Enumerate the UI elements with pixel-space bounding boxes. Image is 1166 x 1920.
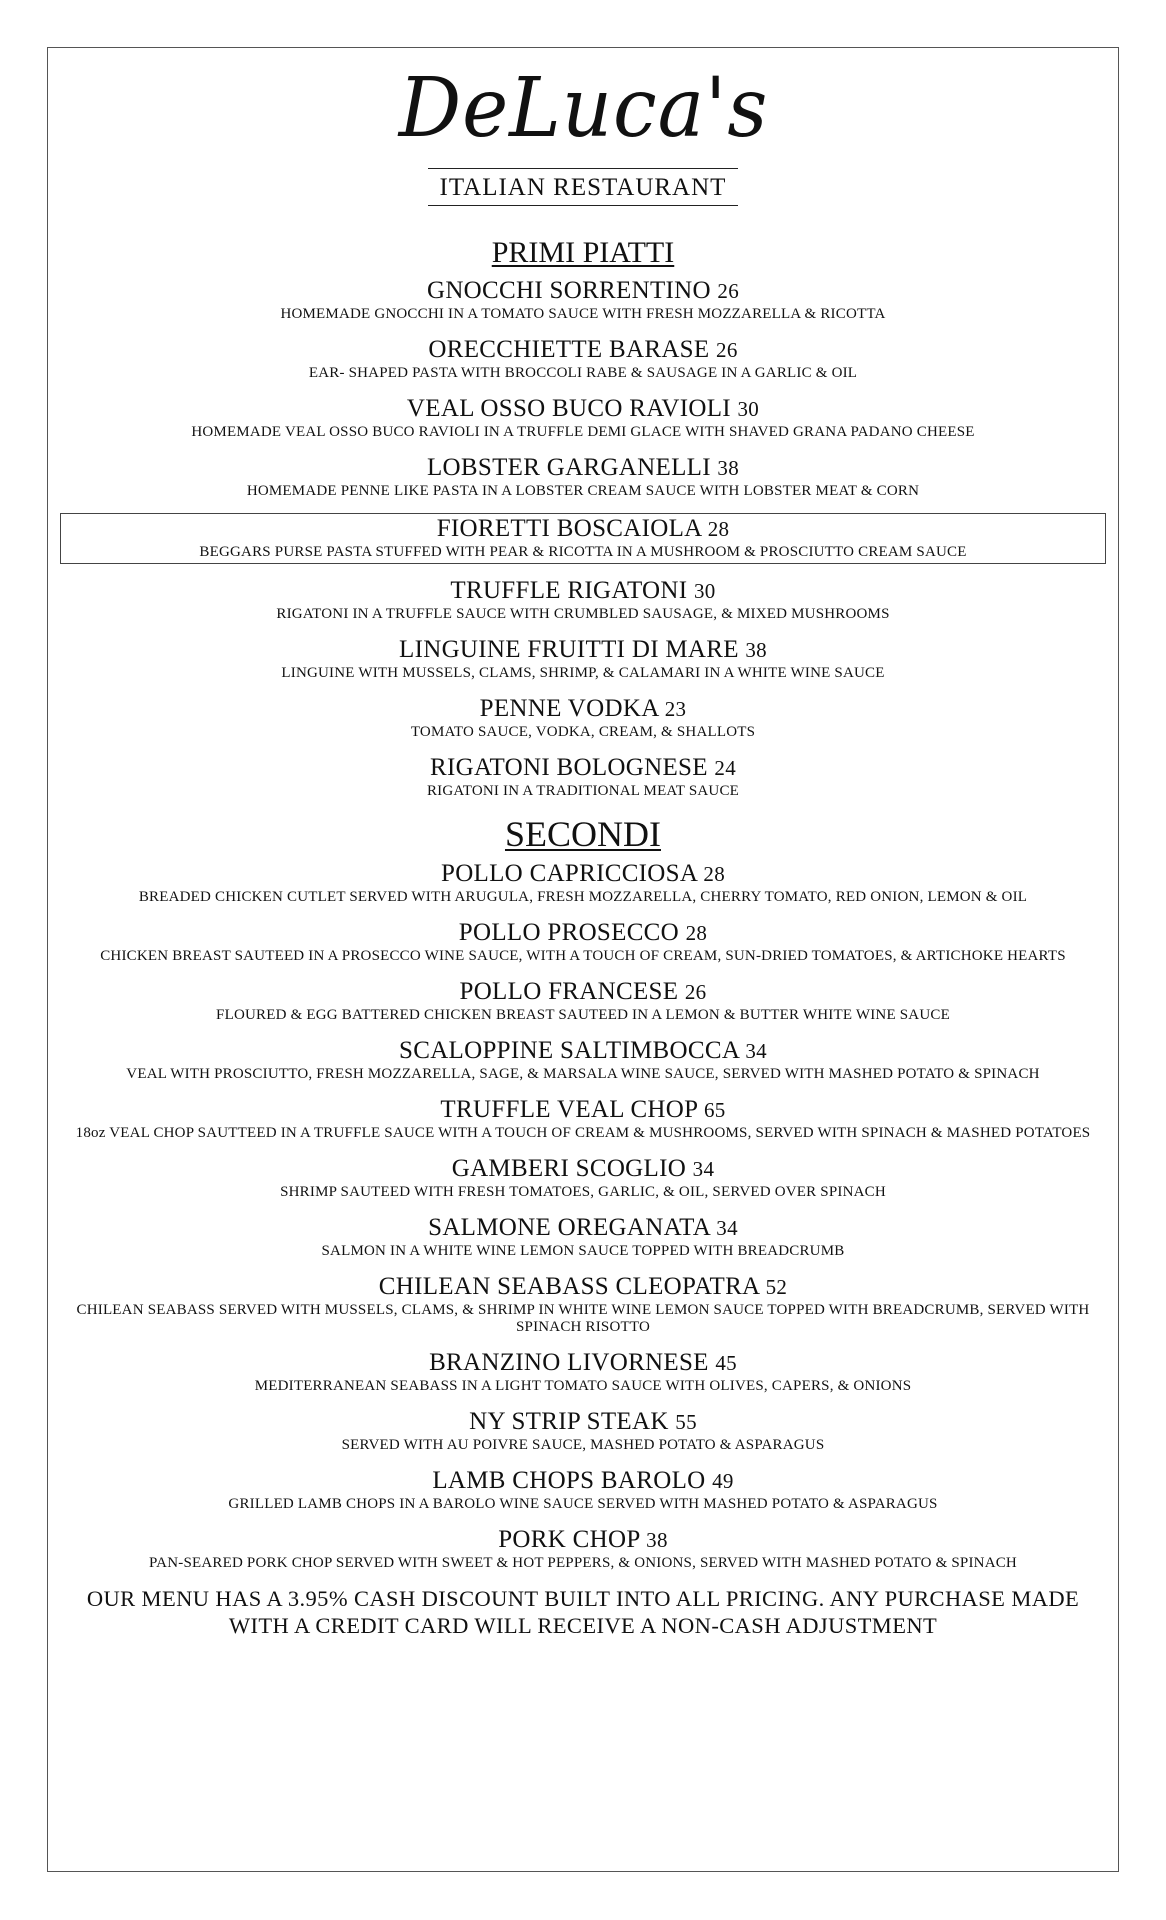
menu-item [60,978,1106,1024]
item-name: SALMONE OREGANATA [428,1214,710,1242]
section-title-secondi: SECONDI [504,814,661,854]
restaurant-tagline: ITALIAN RESTAURANT [439,174,727,201]
item-name: BRANZINO LIVORNESE [429,1349,709,1377]
menu-item [60,1037,1106,1083]
item-name: POLLO CAPRICCIOSA [440,860,697,888]
menu-item [60,395,1106,441]
item-description: GRILLED LAMB CHOPS IN A BAROLO WINE SAUCE SERVED WITH MASHED POTATO & ASPARAGUS [228,1496,938,1513]
item-price: 34 [745,1039,767,1064]
section-title-primi: PRIMI PIATTI [491,236,675,269]
item-description: MEDITERRANEAN SEABASS IN A LIGHT TOMATO SAUCE WITH OLIVES, CAPERS, & ONIONS [254,1378,912,1395]
item-price: 65 [703,1098,726,1123]
item-price: 28 [685,921,708,946]
item-name: PORK CHOP [498,1526,640,1554]
menu-item [60,1096,1106,1142]
menu-item [60,1467,1106,1513]
item-description: BREADED CHICKEN CUTLET SERVED WITH ARUGULA, FRESH MOZZARELLA, CHERRY TOMATO, RED ONION, LEMON & OIL [138,888,1028,905]
item-description: LINGUINE WITH MUSSELS, CLAMS, SHRIMP, & CALAMARI IN A WHITE WINE SAUCE [281,664,885,681]
item-description: HOMEMADE VEAL OSSO BUCO RAVIOLI IN A TRUFFLE DEMI GLACE WITH SHAVED GRANA PADANO CHEESE [191,423,975,440]
item-price: 34 [692,1157,715,1182]
item-description: CHILEAN SEABASS SERVED WITH MUSSELS, CLAMS, & SHRIMP IN WHITE WINE LEMON SAUCE TOPPED WITH BREADCRUMB, SERVED WITH SPINACH RISOTTO [76,1301,1090,1336]
item-name: GNOCCHI SORRENTINO [426,277,711,304]
item-name: TRUFFLE VEAL CHOP [440,1096,698,1124]
item-price: 38 [646,1528,668,1553]
item-description: VEAL WITH PROSCIUTTO, FRESH MOZZARELLA, SAGE, & MARSALA WINE SAUCE, SERVED WITH MASHED POTATO & SPINACH [126,1065,1040,1082]
menu-item [60,1408,1106,1454]
item-description: FLOURED & EGG BATTERED CHICKEN BREAST SAUTEED IN A LEMON & BUTTER WHITE WINE SAUCE [216,1006,950,1023]
item-price: 26 [716,338,738,362]
item-price: 28 [707,517,730,541]
item-name: GAMBERI SCOGLIO [451,1155,687,1183]
item-name: SCALOPPINE SALTIMBOCCA [399,1037,739,1065]
item-description: BEGGARS PURSE PASTA STUFFED WITH PEAR & RICOTTA IN A MUSHROOM & PROSCIUTTO CREAM SAUCE [199,543,967,560]
item-name: RIGATONI BOLOGNESE [429,754,708,781]
item-name: LINGUINE FRUITTI DI MARE [399,636,739,663]
item-description: SHRIMP SAUTEED WITH FRESH TOMATOES, GARLIC, & OIL, SERVED OVER SPINACH [280,1183,886,1200]
item-description: RIGATONI IN A TRADITIONAL MEAT SAUCE [426,782,740,799]
menu-item-highlighted [60,513,1106,564]
item-price: 34 [716,1216,738,1241]
item-name: POLLO PROSECCO [458,919,680,947]
item-price: 52 [765,1275,788,1300]
item-description: SERVED WITH AU POIVRE SAUCE, MASHED POTATO & ASPARAGUS [341,1437,825,1454]
item-name: ORECCHIETTE BARASE [428,336,710,363]
item-description: CHICKEN BREAST SAUTEED IN A PROSECCO WINE SAUCE, WITH A TOUCH OF CREAM, SUN-DRIED TOMATOES, & ARTICHOKE HEARTS [100,947,1066,964]
menu-item [60,1214,1106,1260]
menu-item [60,695,1106,741]
item-price: 26 [684,980,707,1005]
menu-item [60,1349,1106,1395]
menu-item [60,1273,1106,1336]
item-price: 30 [737,397,760,421]
item-name: TRUFFLE RIGATONI [450,577,688,604]
item-price: 38 [717,456,740,480]
item-price: 24 [714,756,737,780]
item-description: PAN-SEARED PORK CHOP SERVED WITH SWEET & HOT PEPPERS, & ONIONS, SERVED WITH MASHED POTATO & SPINACH [149,1555,1017,1572]
item-price: 49 [712,1469,734,1494]
item-name: VEAL OSSO BUCO RAVIOLI [406,395,731,422]
menu-item [60,577,1106,623]
restaurant-header [0,61,1166,206]
item-name: CHILEAN SEABASS CLEOPATRA [378,1273,760,1301]
item-name: NY STRIP STEAK [469,1408,669,1436]
menu-body [60,235,1106,1639]
menu-item [60,454,1106,500]
item-description: SALMON IN A WHITE WINE LEMON SAUCE TOPPED WITH BREADCRUMB [321,1242,845,1259]
item-description: HOMEMADE PENNE LIKE PASTA IN A LOBSTER CREAM SAUCE WITH LOBSTER MEAT & CORN [246,482,920,499]
item-description: 18oz VEAL CHOP SAUTTEED IN A TRUFFLE SAUCE WITH A TOUCH OF CREAM & MUSHROOMS, SERVED WITH SPINACH & MASHED POTATOES [75,1124,1091,1141]
cash-discount-notice: OUR MENU HAS A 3.95% CASH DISCOUNT BUILT INTO ALL PRICING. ANY PURCHASE MADE WITH A CREDIT CARD WILL RECEIVE A NON-CASH ADJUSTMENT [86,1586,1080,1639]
item-name: FIORETTI BOSCAIOLA [436,515,702,542]
menu-item [60,1526,1106,1572]
item-price: 30 [693,579,716,603]
item-name: POLLO FRANCESE [459,978,679,1006]
item-description: TOMATO SAUCE, VODKA, CREAM, & SHALLOTS [410,723,756,740]
menu-item [60,754,1106,800]
restaurant-logo: DeLuca's [398,61,768,156]
menu-item [60,919,1106,965]
item-name: LOBSTER GARGANELLI [426,454,711,481]
item-name: LAMB CHOPS BAROLO [432,1467,706,1495]
item-price: 23 [664,697,687,721]
tagline-rule-box [428,168,738,206]
item-description: EAR- SHAPED PASTA WITH BROCCOLI RABE & SAUSAGE IN A GARLIC & OIL [308,364,858,381]
item-description: RIGATONI IN A TRUFFLE SAUCE WITH CRUMBLED SAUSAGE, & MIXED MUSHROOMS [276,605,890,622]
item-name: PENNE VODKA [479,695,659,722]
item-price: 55 [675,1410,697,1435]
menu-item [60,336,1106,382]
item-price: 45 [715,1351,737,1376]
item-price: 26 [717,279,740,303]
item-price: 28 [703,862,726,887]
menu-item [60,636,1106,682]
item-price: 38 [745,638,767,662]
menu-item [60,277,1106,323]
item-description: HOMEMADE GNOCCHI IN A TOMATO SAUCE WITH FRESH MOZZARELLA & RICOTTA [280,305,886,322]
menu-item [60,860,1106,906]
menu-item [60,1155,1106,1201]
